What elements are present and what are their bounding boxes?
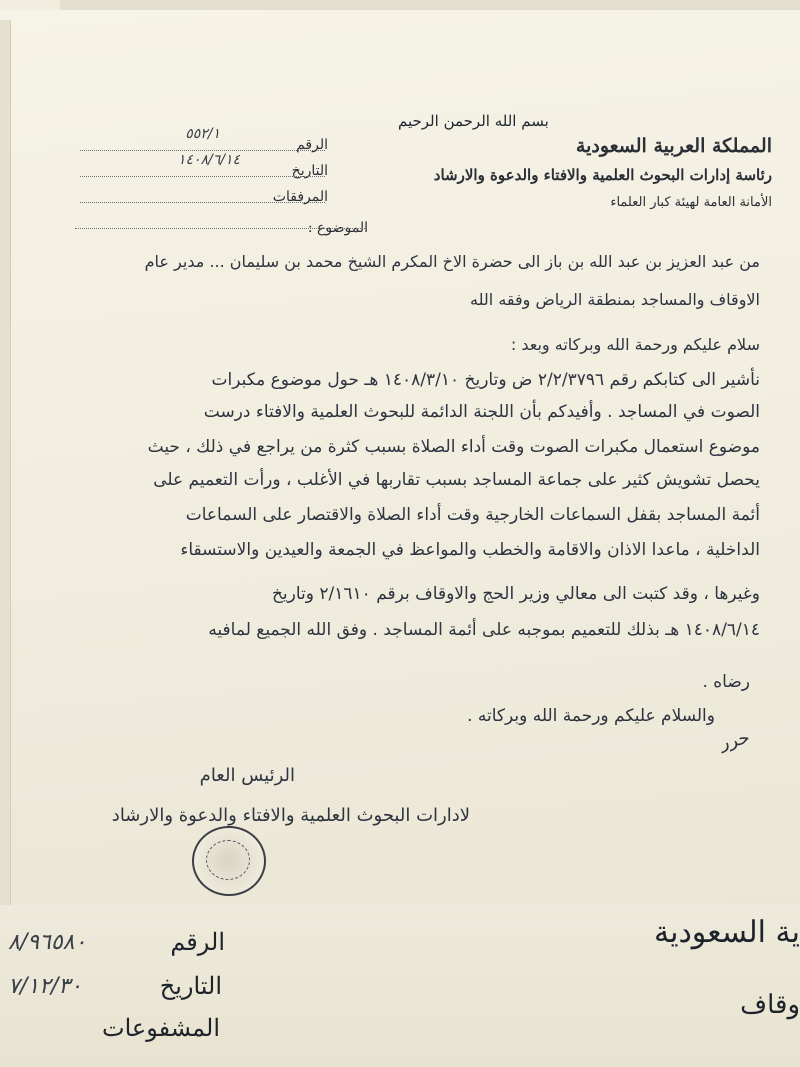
attachments-label: المرفقات <box>272 189 328 205</box>
number-value: ٥٥٢/١ <box>185 126 220 142</box>
paragraph-line-5: أئمة المساجد بقفل السماعات الخارجية وقت أداء الصلاة والاقتصار على السماعات <box>185 505 760 525</box>
paragraph-line-2: الصوت في المساجد . وأفيدكم بأن اللجنة الدائمة للبحوث العلمية والافتاء درست <box>203 402 760 422</box>
number-label: الرقم <box>296 137 328 153</box>
second-number-value: ٨/٩٦٥٨٠ <box>8 930 87 955</box>
basmala: بسم الله الرحمن الرحيم <box>398 112 549 130</box>
second-letterhead-ministry: وقاف <box>740 990 800 1020</box>
greeting: سلام عليكم ورحمة الله وبركاته وبعد : <box>510 335 760 354</box>
paragraph-line-4: يحصل تشويش كثير على جماعة المساجد بسبب تقاربها في الأغلب ، ورأت التعميم على <box>153 470 760 490</box>
second-date-label: التاريخ <box>159 972 222 1000</box>
signature-mark: حرر <box>718 727 752 754</box>
date-value: ١٤٠٨/٦/١٤ <box>177 152 240 168</box>
date-line <box>80 176 325 177</box>
signatory-department: لادارات البحوث العلمية والافتاء والدعوة والارشاد <box>111 805 470 826</box>
second-number-label: الرقم <box>170 928 225 956</box>
number-line <box>80 150 325 151</box>
second-attachments-label: المشفوعات <box>101 1014 220 1042</box>
closing-salutation: والسلام عليكم ورحمة الله وبركاته . <box>467 706 715 726</box>
official-seal <box>192 826 266 896</box>
paragraph-line-1: نأشير الى كتابكم رقم ٢/٢/٣٧٩٦ ض وتاريخ ١٤٠٨/٣/١٠ هـ حول موضوع مكبرات <box>211 370 760 390</box>
address-line-2: الاوقاف والمساجد بمنطقة الرياض وفقه الله <box>470 290 760 309</box>
attachments-line <box>80 202 325 203</box>
paragraph-line-9: رضاه . <box>702 672 750 692</box>
date-label: التاريخ <box>291 163 328 179</box>
subject-label: الموضوع : <box>307 220 368 236</box>
letterhead-presidency: رئاسة إدارات البحوث العلمية والافتاء والدعوة والارشاد <box>433 166 772 184</box>
paragraph-line-8: ١٤٠٨/٦/١٤ هـ بذلك للتعميم بموجبه على أئمة المساجد . وفق الله الجميع لمافيه <box>208 620 760 640</box>
signatory-title: الرئيس العام <box>199 765 295 786</box>
paragraph-line-7: وغيرها ، وقد كتبت الى معالي وزير الحج والاوقاف برقم ٢/١٦١٠ وتاريخ <box>271 584 760 604</box>
letterhead-secretariat: الأمانة العامة لهيئة كبار العلماء <box>610 195 772 210</box>
letterhead-kingdom: المملكة العربية السعودية <box>575 135 772 157</box>
paragraph-line-6: الداخلية ، ماعدا الاذان والاقامة والخطب والمواعظ في الجمعة والعيدين والاستسقاء <box>180 540 760 560</box>
address-line-1: من عبد العزيز بن عبد الله بن باز الى حضرة الاخ المكرم الشيخ محمد بن سليمان ... مدير عام <box>144 252 760 271</box>
page-edge-left <box>0 20 11 920</box>
second-letterhead-kingdom: ية السعودية <box>654 915 800 950</box>
second-date-value: ٧/١٢/٣٠ <box>8 974 82 999</box>
subject-line <box>75 228 365 229</box>
paragraph-line-3: موضوع استعمال مكبرات الصوت وقت أداء الصلاة بسبب كثرة من يراجع في ذلك ، حيث <box>147 437 760 457</box>
